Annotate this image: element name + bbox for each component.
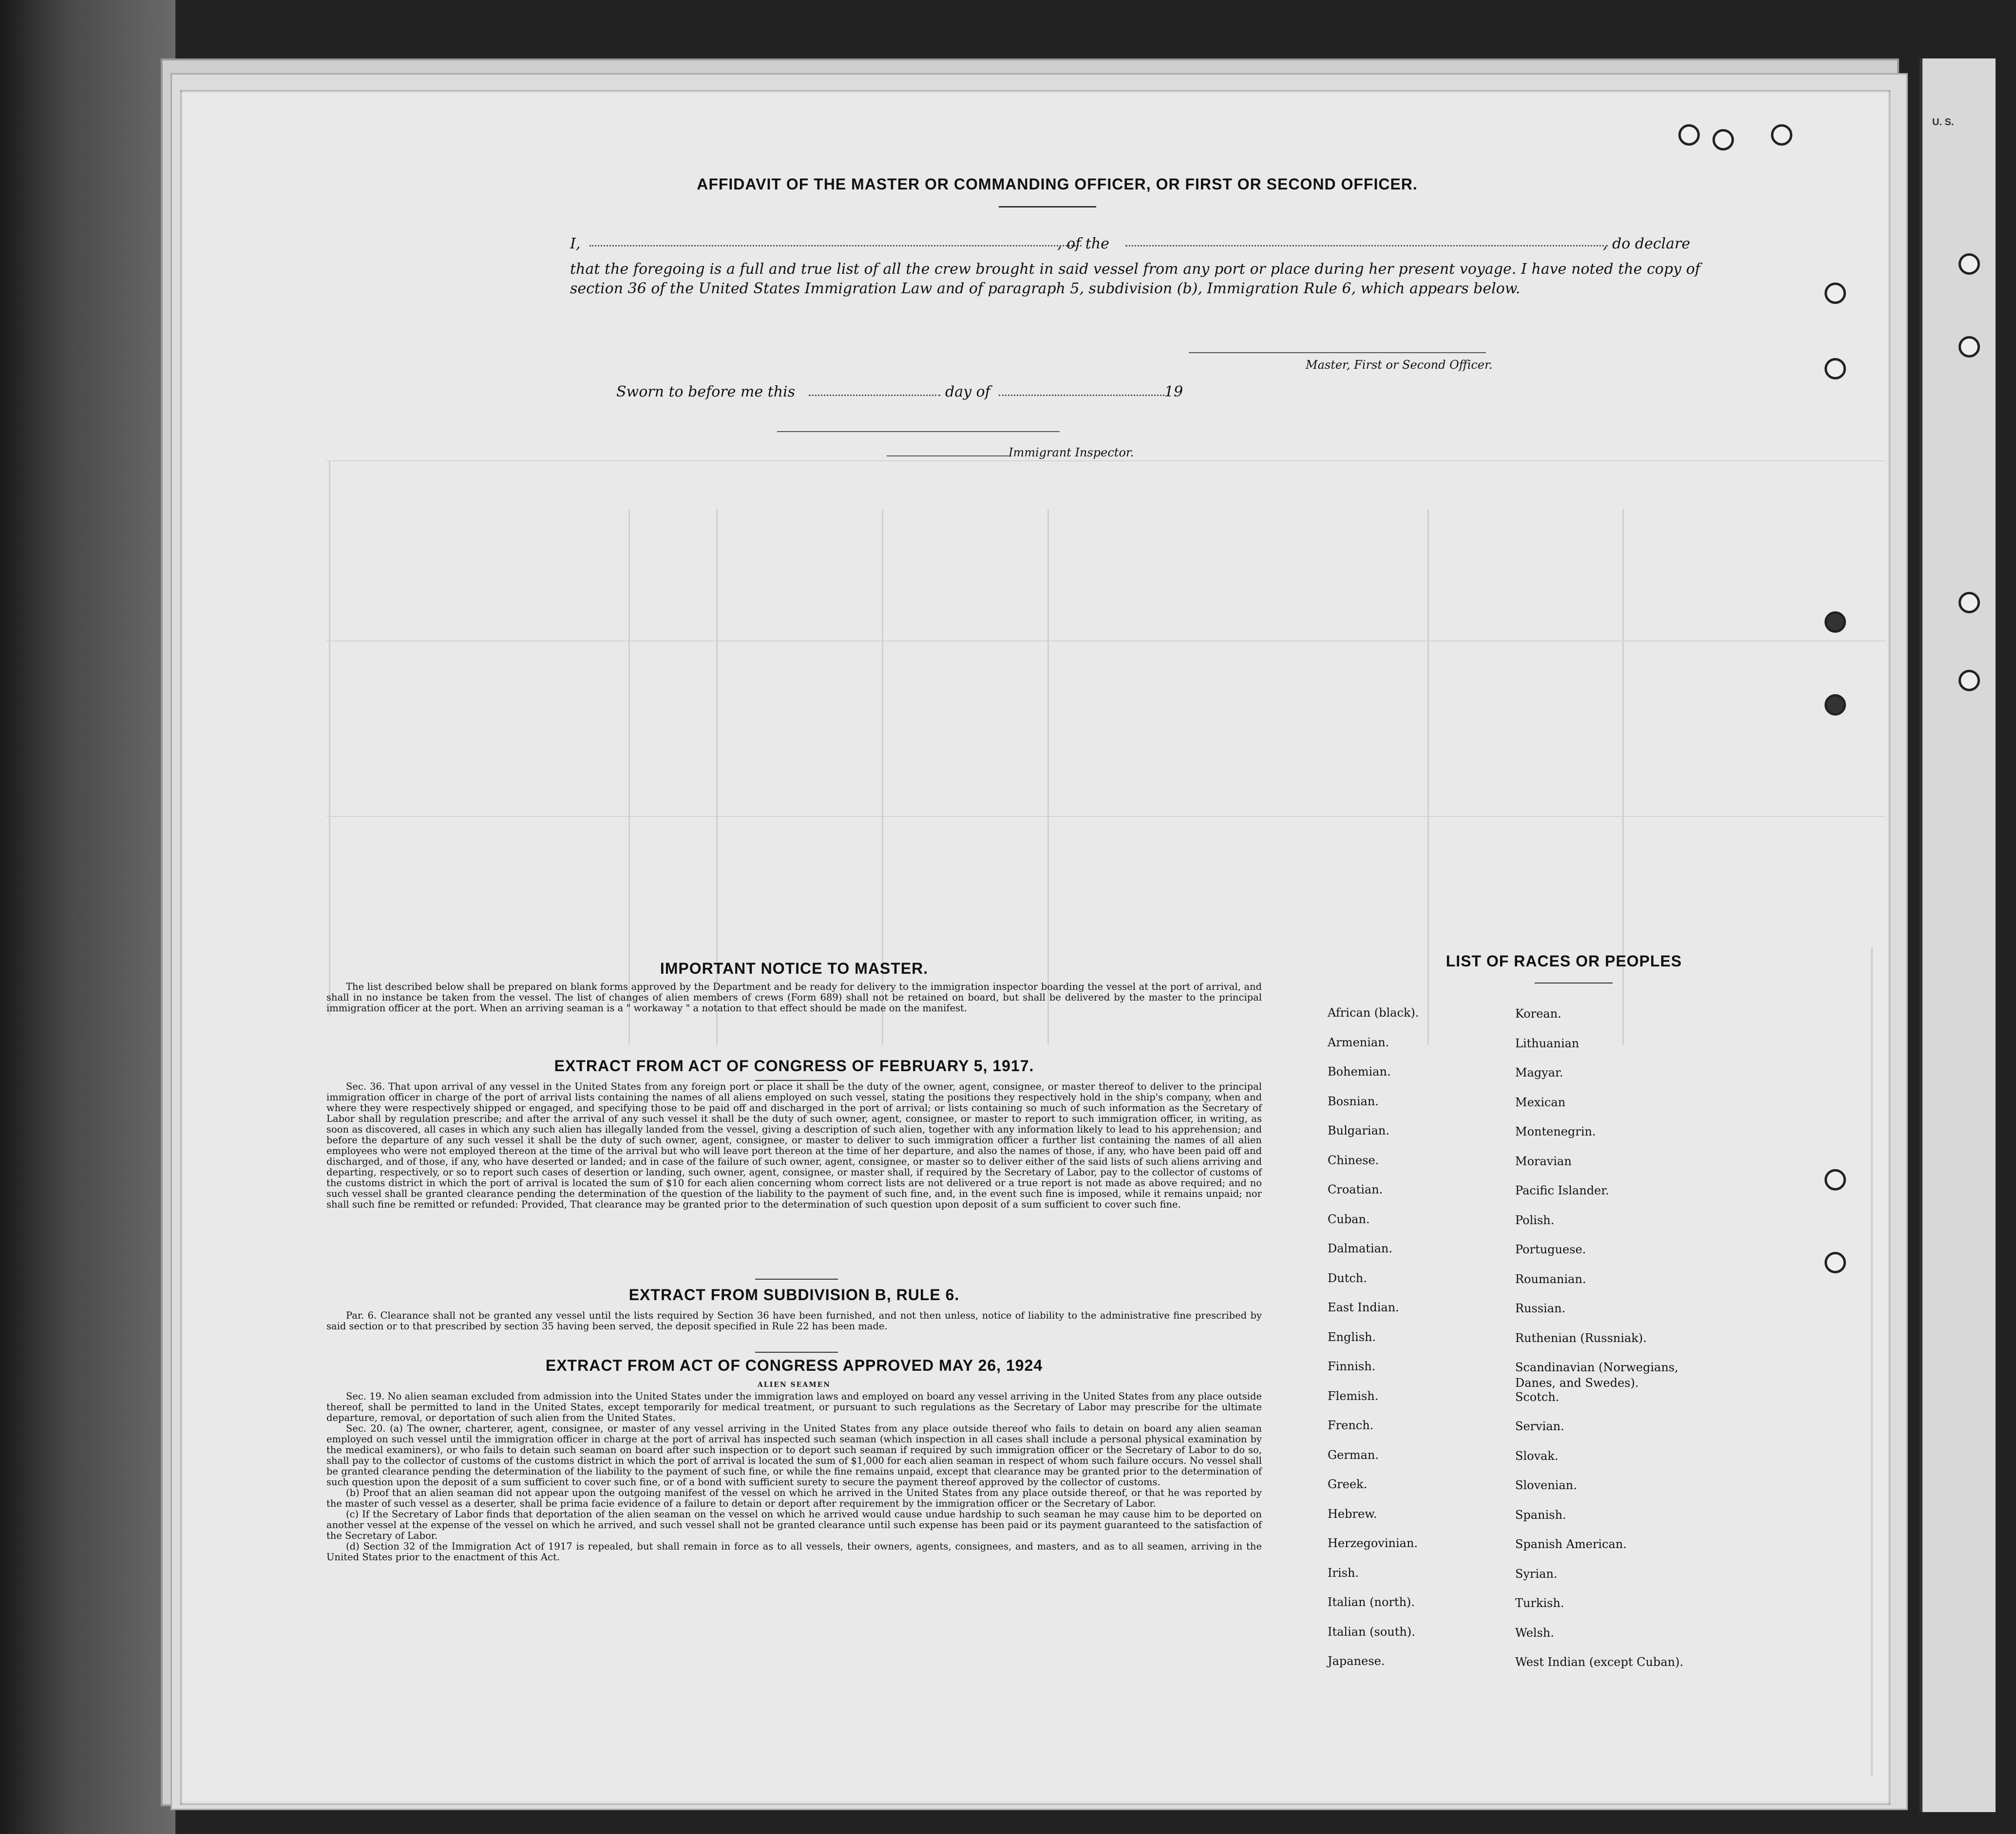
race-entry-right: Montenegrin. bbox=[1515, 1125, 1596, 1138]
binder-hole bbox=[1825, 283, 1846, 304]
show-through-line bbox=[329, 460, 330, 1016]
race-entry-right: Lithuanian bbox=[1515, 1036, 1579, 1050]
edge-label: U. S. bbox=[1932, 117, 1954, 128]
race-entry-right: Moravian bbox=[1515, 1154, 1572, 1168]
race-entry-left: Japanese. bbox=[1328, 1654, 1385, 1668]
extract-1924-title: EXTRACT FROM ACT OF CONGRESS APPROVED MAY 26, 1924 bbox=[545, 1357, 1043, 1374]
section-20b-text: (b) Proof that an alien seaman did not appear upon the outgoing manifest of the vessel on which he arrived in the United States from any place outside thereof, or that he was reported by the master of such vessel as a deserter, shall be prima facie evidence of a failure to detain or deport after requirement by the immigration officer or the Secretary of Labor. bbox=[326, 1487, 1262, 1509]
show-through-line bbox=[1871, 947, 1873, 1776]
race-entry-left: Flemish. bbox=[1328, 1389, 1379, 1403]
notice-text: The list described below shall be prepared on blank forms approved by the Department and be ready for delivery to the immigration inspector boarding the vessel at the port of arrival, and shall in no instance be taken from the vessel. The list of changes of alien members of crews (Form 689) shall not be retained on board, but shall be delivered by the master to the principal immigration officer at the port. When an arriving seaman is a " workaway " a notation to that effect should be made on the manifest. bbox=[326, 981, 1262, 1014]
race-entry-right: Syrian. bbox=[1515, 1567, 1558, 1581]
race-entry-left: Herzegovinian. bbox=[1328, 1536, 1418, 1550]
race-entry-right: Welsh. bbox=[1515, 1626, 1554, 1640]
race-entry-left: English. bbox=[1328, 1330, 1376, 1344]
binder-hole bbox=[1959, 336, 1980, 358]
do-declare-label: , do declare bbox=[1603, 235, 1691, 252]
extract-1924-body bbox=[326, 1379, 1262, 1563]
race-entry-right: Magyar. bbox=[1515, 1066, 1563, 1079]
race-entry-left: Cuban. bbox=[1328, 1212, 1370, 1226]
race-entry-right: Servian. bbox=[1515, 1419, 1564, 1433]
sworn-day-blank bbox=[809, 395, 940, 396]
section-36-text: Sec. 36. That upon arrival of any vessel in the United States from any foreign port or place it shall be the duty of the owner, agent, consignee, or master thereof to deliver to the principal immigration officer in charge of the port of arrival lists containing the names of all aliens employed on such vessel, stating the positions they respectively hold in the ship's company, when and where they were respectively shipped or engaged, and specifying those to be paid off and discharged in the port of arrival; or lists containing so much of such information as the Secretary of Labor shall by regulation prescribe; and after the arrival of any such vessel it shall be the duty of such owner, agent, consignee, or master to report to such immigration officer, in writing, as soon as discovered, all cases in which any such alien has illegally landed from the vessel, giving a description of such alien, together with any information likely to lead to his apprehension; and before the departure of any such vessel it shall be the duty of such owner, agent, consignee, or master to deliver to such immigration officer a further list containing the names of all alien employees who were not employed thereon at the time of the arrival but who will leave port thereon at the time of her departure, and also the names of those, if any, who have been paid off and discharged, and of those, if any, who have deserted or landed; and in case of the failure of such owner, agent, consignee, or master so to deliver either of the said lists of such aliens arriving and departing, respectively, or so to report such cases of desertion or landing, such owner, agent, consignee, or master shall, if required by the Secretary of Labor, pay to the collector of customs of the customs district in which the port of arrival is located the sum of $10 for each alien concerning whom correct lists are not delivered or a true report is not made as above required; and no such vessel shall be granted clearance pending the determination of the question of the liability to the payment of such fine, and, in the event such fine is imposed, while it remains unpaid; nor shall such fine be remitted or refunded: Provided, That clearance may be granted prior to the determination of such question upon deposit of a sum sufficient to cover such fine. bbox=[326, 1081, 1262, 1210]
race-entry-right: Ruthenian (Russniak). bbox=[1515, 1331, 1647, 1345]
year-prefix: 19 bbox=[1164, 383, 1183, 400]
race-entry-right: Portuguese. bbox=[1515, 1243, 1586, 1256]
race-entry-right: Roumanian. bbox=[1515, 1272, 1586, 1286]
affidavit-i-label: I, bbox=[570, 235, 581, 252]
race-entry-left: African (black). bbox=[1328, 1006, 1419, 1020]
binder-hole bbox=[1825, 694, 1846, 716]
race-entry-right: Scotch. bbox=[1515, 1390, 1560, 1404]
binder-hole bbox=[1678, 124, 1700, 146]
race-entry-left: Italian (north). bbox=[1328, 1595, 1415, 1609]
race-entry-left: Dutch. bbox=[1328, 1271, 1367, 1285]
binder-hole bbox=[1771, 124, 1792, 146]
paragraph-6-text: Par. 6. Clearance shall not be granted any vessel until the lists required by Section 36 have been furnished, and not then unless, notice of liability to the administrative fine prescribed by said section or to that prescribed by section 35 having been served, the deposit specified in Rule 22 has been made. bbox=[326, 1310, 1262, 1332]
notice-body bbox=[326, 982, 1262, 1014]
affidavit-body: that the foregoing is a full and true list of all the crew brought in said vessel from any port or place during her present voyage. I have noted the copy of section 36 of the United States Immigration Law and of paragraph 5, subdivision (b), Immigration Rule 6, which appears below. bbox=[570, 261, 1700, 297]
binder-hole bbox=[1959, 670, 1980, 691]
extract-1917-title: EXTRACT FROM ACT OF CONGRESS OF FEBRUARY 5, 1917. bbox=[554, 1057, 1034, 1075]
race-entry-right: Turkish. bbox=[1515, 1596, 1564, 1610]
affidavit-title: AFFIDAVIT OF THE MASTER OR COMMANDING OFFICER, OR FIRST OR SECOND OFFICER. bbox=[697, 175, 1418, 193]
race-entry-left: Bohemian. bbox=[1328, 1065, 1391, 1078]
race-entry-right: Korean. bbox=[1515, 1007, 1561, 1021]
day-of-label: day of bbox=[945, 383, 990, 400]
section-19-text: Sec. 19. No alien seaman excluded from admission into the United States under the immigration laws and employed on board any vessel arriving in the United States from any place outside thereof, shall be permitted to land in the United States, except temporarily for medical treatment, or pursuant to such regulations as the Secretary of Labor may prescribe for the ultimate departure, removal, or deportation of such alien from the United States. bbox=[326, 1391, 1262, 1423]
signature-label: Master, First or Second Officer. bbox=[1306, 358, 1493, 372]
section-20d-text: (d) Section 32 of the Immigration Act of 1917 is repealed, but shall remain in force as to all vessels, their owners, agents, consignees, and masters, and as to all seamen, arriving in the United States prior to the enactment of this Act. bbox=[326, 1541, 1262, 1563]
sworn-label: Sworn to before me this bbox=[616, 383, 796, 400]
binder-hole bbox=[1825, 358, 1846, 379]
race-entry-left: French. bbox=[1328, 1418, 1374, 1432]
race-entry-right: Polish. bbox=[1515, 1213, 1555, 1227]
race-entry-left: Italian (south). bbox=[1328, 1625, 1415, 1639]
race-entry-right: Spanish. bbox=[1515, 1508, 1566, 1522]
inspector-label: Immigrant Inspector. bbox=[1008, 446, 1134, 459]
section-rule bbox=[755, 1279, 838, 1280]
race-entry-right: Spanish American. bbox=[1515, 1537, 1627, 1551]
show-through-rule bbox=[326, 641, 1885, 642]
adjacent-page-edge bbox=[1920, 58, 1996, 1812]
document-page bbox=[180, 90, 1890, 1805]
show-through-rule bbox=[326, 816, 1885, 817]
race-entry-left: Dalmatian. bbox=[1328, 1242, 1393, 1255]
show-through-rule bbox=[326, 460, 1885, 461]
race-entry-left: Bosnian. bbox=[1328, 1094, 1379, 1108]
name-blank bbox=[590, 245, 1082, 246]
inspector-line-1 bbox=[777, 431, 1060, 432]
vessel-blank bbox=[1125, 245, 1608, 246]
binder-hole bbox=[1959, 592, 1980, 613]
title-rule bbox=[999, 206, 1096, 208]
race-entry-left: Finnish. bbox=[1328, 1360, 1376, 1373]
race-entry-left: German. bbox=[1328, 1448, 1379, 1462]
section-rule bbox=[755, 1352, 838, 1353]
race-entry-left: Hebrew. bbox=[1328, 1507, 1377, 1521]
race-entry-left: Greek. bbox=[1328, 1477, 1368, 1491]
binder-hole bbox=[1825, 611, 1846, 633]
binder-hole bbox=[1712, 129, 1734, 151]
notice-title: IMPORTANT NOTICE TO MASTER. bbox=[660, 960, 929, 977]
section-20a-text: Sec. 20. (a) The owner, charterer, agent, consignee, or master of any vessel arriving in the United States from any place outside thereof who fails to detain on board any alien seaman employed on such vessel until the immigration officer in charge at the port of arrival has inspected such seaman (which inspection in all cases shall include a personal physical examination by the medical examiners), or who fails to detain such seaman on board after such inspection or to deport such seaman if required by such immigration officer or the Secretary of Labor to do so, shall pay to the collector of customs of the customs district in which the port of arrival is located the sum of $1,000 for each alien seaman in respect of whom such failure occurs. No vessel shall be granted clearance pending the determination of the liability to the payment of such fine, or while the fine remains unpaid, except that clearance may be granted prior to the determination of such question upon the deposit of a sum sufficient to cover such fine, or of a bond with sufficient surety to secure the payment thereof approved by the collector of customs. bbox=[326, 1423, 1262, 1488]
section-20c-text: (c) If the Secretary of Labor finds that deportation of the alien seaman on the vessel on which he arrived would cause undue hardship to such seaman he may cause him to be deported on another vessel at the expense of the vessel on which he arrived, and such vessel shall not be granted clearance until such expense has been paid or its payment guaranteed to the satisfaction of the Secretary of Labor. bbox=[326, 1509, 1262, 1541]
races-title: LIST OF RACES OR PEOPLES bbox=[1445, 952, 1682, 970]
extract-1917-body bbox=[326, 1081, 1262, 1210]
binder-hole bbox=[1825, 1169, 1846, 1191]
month-blank bbox=[999, 395, 1164, 396]
alien-seamen-subtitle: ALIEN SEAMEN bbox=[757, 1381, 831, 1389]
race-entry-left: East Indian. bbox=[1328, 1301, 1399, 1314]
race-entry-right: Russian. bbox=[1515, 1302, 1566, 1315]
binder-hole bbox=[1825, 1252, 1846, 1273]
race-entry-right: West Indian (except Cuban). bbox=[1515, 1655, 1684, 1669]
of-the-label: , of the bbox=[1057, 235, 1109, 252]
race-entry-right: Pacific Islander. bbox=[1515, 1184, 1609, 1197]
races-list bbox=[1328, 1006, 1766, 1669]
race-entry-right: Slovenian. bbox=[1515, 1478, 1577, 1492]
subdivision-b-title: EXTRACT FROM SUBDIVISION B, RULE 6. bbox=[628, 1286, 960, 1304]
subdivision-b-body bbox=[326, 1310, 1262, 1332]
race-entry-left: Croatian. bbox=[1328, 1183, 1383, 1196]
race-entry-right: Scandinavian (Norwegians, Danes, and Swedes). bbox=[1515, 1361, 1678, 1390]
scan-background-left bbox=[0, 0, 175, 1834]
inspector-line-2 bbox=[887, 455, 1008, 456]
race-entry-right: Slovak. bbox=[1515, 1449, 1559, 1463]
race-entry-left: Armenian. bbox=[1328, 1035, 1389, 1049]
signature-line bbox=[1189, 352, 1486, 353]
race-entry-left: Chinese. bbox=[1328, 1153, 1379, 1167]
race-entry-left: Irish. bbox=[1328, 1566, 1359, 1580]
race-entry-right: Mexican bbox=[1515, 1095, 1566, 1109]
race-entry-left: Bulgarian. bbox=[1328, 1124, 1389, 1137]
binder-hole bbox=[1959, 253, 1980, 275]
